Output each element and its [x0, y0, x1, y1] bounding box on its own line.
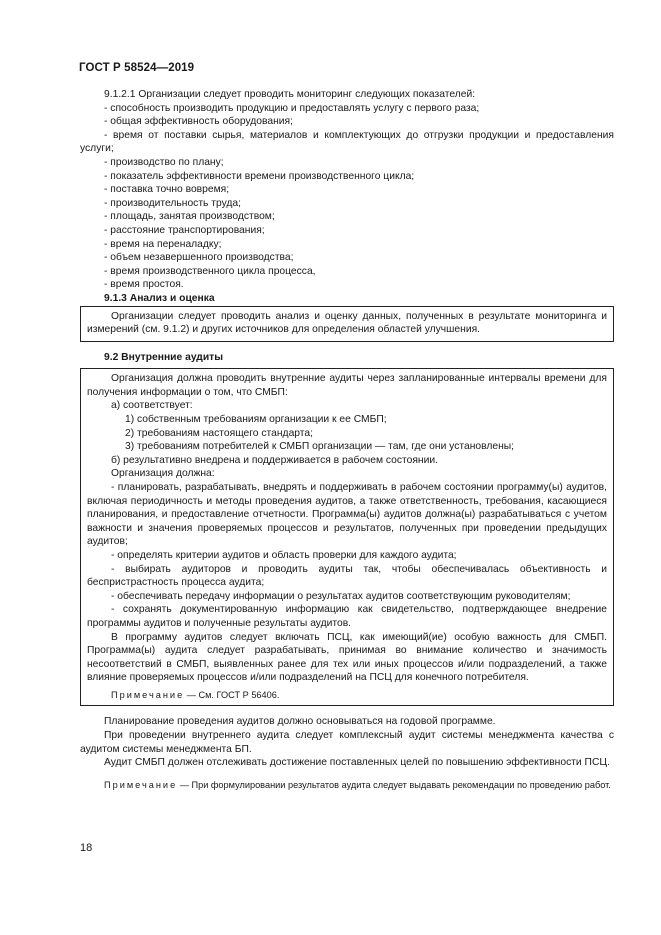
- section-913-heading: 9.1.3 Анализ и оценка: [104, 292, 215, 304]
- list-item: - площадь, занятая производством;: [104, 211, 275, 223]
- list-item: - обеспечивать передачу информации о результатах аудитов соответствующим руководителям;: [111, 590, 571, 602]
- list-item: - выбирать аудиторов и проводить аудиты так, чтобы обеспечивалась объективность и беспристрастность процесса аудита;: [87, 563, 607, 589]
- after-note: [80, 779, 614, 791]
- list-item: - сохранять документированную информацию как свидетельство, подтверждающее внедрение программы аудитов и полученные результаты аудитов.: [87, 604, 607, 629]
- list-item: - показатель эффективности времени производственного цикла;: [104, 170, 415, 182]
- indicator-list: [80, 102, 614, 292]
- item-a2: 2) требованиям настоящего стандарта;: [125, 427, 313, 439]
- list-item: - время от поставки сырья, материалов и комплектующих до отгрузки продукции и предоставления услуги;: [80, 129, 614, 155]
- list-item: - расстояние транспортирования;: [104, 224, 265, 236]
- section-92-box: [80, 368, 614, 706]
- note-label: Примечание: [104, 779, 178, 790]
- item-a1: 1) собственным требованиям организации к ее СМБП;: [125, 414, 387, 426]
- list-item: - планировать, разрабатывать, внедрять и поддерживать в рабочем состоянии программу(ы) аудитов, включая периодичность и методы проведения аудитов, а также ответственность, требования, касающиеся планирования, и предоставление отчетности. Программа(ы) аудитов должна(ы) разрабатываться с учетом важности и значения проверяемых процессов и результатов, полученных при проведении предыдущих аудитов;: [87, 482, 607, 548]
- list-item: - время производственного цикла процесса,: [104, 265, 316, 277]
- item-a3: 3) требованиям потребителей к СМБП организации — там, где они установлены;: [125, 441, 515, 453]
- after-p1: Планирование проведения аудитов должно основываться на годовой программе.: [104, 716, 496, 728]
- item-a: а) соответствует:: [111, 400, 193, 412]
- page-number: 18: [80, 842, 93, 854]
- list-item: - объем незавершенного производства;: [104, 252, 294, 264]
- document-header: ГОСТ Р 58524—2019: [79, 62, 195, 74]
- list-item: - поставка точно вовремя;: [104, 184, 230, 196]
- section-92-heading: 9.2 Внутренние аудиты: [104, 351, 223, 363]
- section-9121-intro: 9.1.2.1 Организации следует проводить мониторинг следующих показателей:: [104, 89, 476, 100]
- list-item: - производительность труда;: [104, 197, 241, 209]
- after-p2: При проведении внутреннего аудита следует комплексный аудит системы менеджмента качества с аудитом системы менеджмента БП.: [80, 729, 614, 755]
- section-92-note: [87, 689, 607, 701]
- list-item: - время простоя.: [104, 279, 184, 291]
- page-body: [80, 88, 614, 791]
- after-p3: Аудит СМБП должен отслеживать достижение поставленных целей по повышению эффективности ПСЦ.: [104, 757, 610, 769]
- section-913-text: Организации следует проводить анализ и оценку данных, полученных в результате мониторинга и измерений (см. 9.1.2) и других источников для определения областей улучшения.: [87, 310, 607, 336]
- section-92-p1: Организация должна проводить внутренние аудиты через запланированные интервалы времени для получения информации о том, что СМБП:: [87, 373, 607, 398]
- list-item: - способность производить продукцию и предоставлять услугу с первого раза;: [104, 102, 480, 114]
- list-item: - общая эффективность оборудования;: [104, 116, 293, 128]
- list-item: - производство по плану;: [104, 156, 224, 168]
- organization-must: Организация должна:: [111, 468, 215, 480]
- note-text: — При формулировании результатов аудита следует выдавать рекомендации по проведению работ.: [177, 779, 611, 790]
- section-92-p2: В программу аудитов следует включать ПСЦ, как имеющий(ие) особую важность для СМБП. Программа(ы) аудита следует разрабатывать, принимая во внимание количество и значимость несоответствий в СМБП, выявленных ранее для тех или иных процессов и/или подразделений, а также влияние проверяемых процессов и/или подразделений на ПСЦ для конечного потребителя.: [87, 631, 607, 684]
- note-text: — См. ГОСТ Р 56406.: [184, 689, 280, 700]
- list-item: - время на переналадку;: [104, 238, 222, 250]
- note-label: Примечание: [111, 689, 185, 700]
- list-item: - определять критерии аудитов и область проверки для каждого аудита;: [111, 550, 457, 561]
- section-913-box: [80, 306, 614, 342]
- item-b: б) результативно внедрена и поддерживается в рабочем состоянии.: [111, 454, 438, 466]
